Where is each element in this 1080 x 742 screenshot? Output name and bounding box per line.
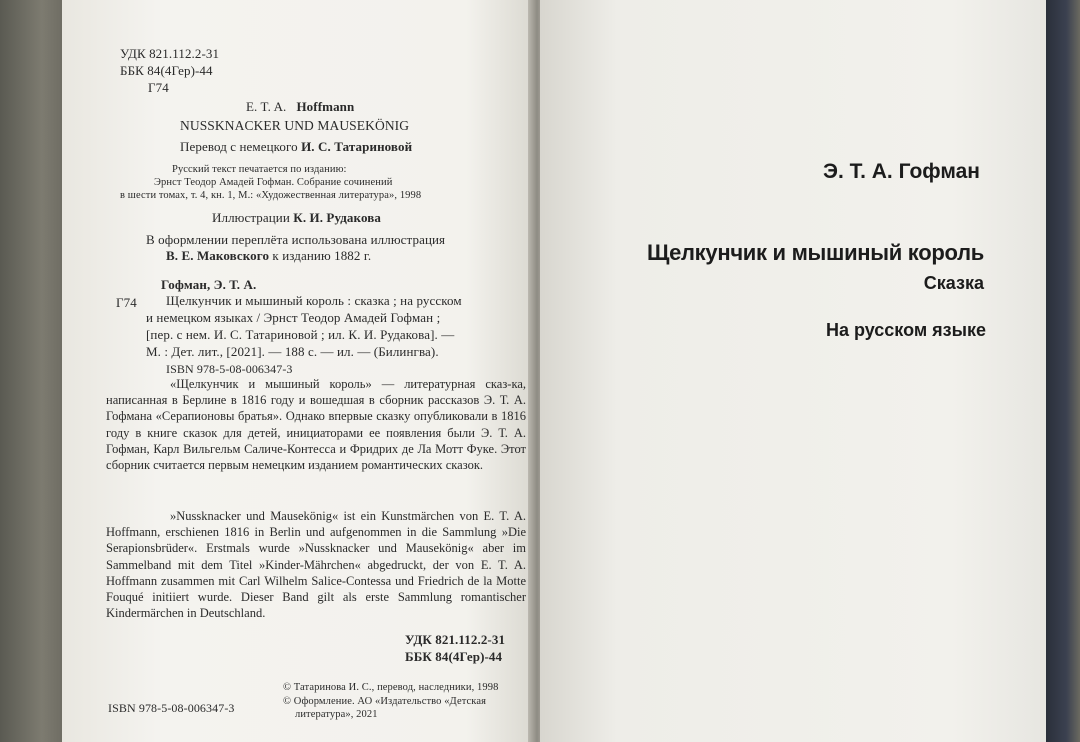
title-page-title: Щелкунчик и мышиный король [646, 240, 984, 265]
translation-prefix: Перевод с немецкого [180, 139, 298, 154]
catalog-index: Г74 [116, 295, 137, 310]
catalog-line-3: [пер. с нем. И. С. Татариновой ; ил. К. И. Рудакова]. — [146, 327, 455, 342]
imprint-page [62, 0, 538, 742]
isbn-bottom: ISBN 978-5-08-006347-3 [108, 701, 235, 715]
translation-credit [180, 139, 412, 155]
catalog-line-1: Щелкунчик и мышиный король : сказка ; на русском [166, 293, 462, 308]
catalog-line-4: М. : Дет. лит., [2021]. — 188 с. — ил. — (Билингва). [146, 344, 439, 359]
cover-suffix: к изданию 1882 г. [272, 248, 372, 263]
author-initials: E. T. A. [246, 99, 287, 114]
copyright-line-1: © Татаринова И. С., перевод, наследники, 1998 [283, 682, 499, 693]
translator-name: И. С. Татариновой [301, 139, 413, 154]
annotation-german-text: »Nussknacker und Mausekönig« ist ein Kunstmärchen von E. T. A. Hoffmann, erschienen 1816 in Berlin und aufgenommen in die Sammlung »Die Serapionsbrüder«. Erstmals wurde »Nussknacker und Mausekönig« aber im Sammelband mit dem Titel »Kinder-Mährchen« abgedruckt, der von E. T. A. Hoffmann zusammen mit Carl Wilhelm Salice-Contessa und Friedrich de la Motte Fouqué initiiert wurde. Dieser Band gilt als erste Sammlung romantischer Kindermärchen in Deutschland. [106, 509, 526, 621]
annotation-russian-text: «Щелкунчик и мышиный король» — литературная сказ-ка, написанная в Берлине в 1816 году и вошедшая в сборник рассказов Э. Т. А. Гофмана «Серапионовы братья». Однако впервые сказку опубликовали в 1816 году в книге сказок для детей, инициаторами ее появления были Э. Т. А. Гофман, Карл Вильгельм Саличе-Контесса и Фридрих де Ла Мотт Фуке. Этот сборник считается первым немецким изданием романтических сказок. [106, 377, 526, 473]
source-line-1: Русский текст печатается по изданию: [172, 164, 347, 175]
copyright-line-3: литература», 2021 [295, 709, 378, 720]
title-page [540, 0, 1054, 742]
illustrations-credit [212, 210, 381, 226]
title-page-language-note: На русском языке [825, 320, 986, 340]
catalog-line-2: и немецком языках / Эрнст Теодор Амадей Гофман ; [146, 310, 441, 325]
udk-code-bold: УДК 821.112.2-31 [405, 632, 506, 647]
bbk-code-bold: ББК 84(4Гер)-44 [405, 649, 503, 664]
cover-note-line-1: В оформлении переплёта использована иллюстрация [146, 232, 446, 247]
author-surname: Hoffmann [296, 99, 355, 114]
catalog-author: Гофман, Э. Т. А. [161, 277, 257, 292]
book-cover-left-edge [0, 0, 70, 742]
copyright-line-2: © Оформление. АО «Издательство «Детская [283, 696, 487, 707]
annotation-german [106, 508, 526, 621]
book-cover-right-edge [1046, 0, 1080, 742]
author-index: Г74 [148, 80, 169, 95]
cover-note-line-2 [166, 248, 371, 264]
bbk-code: ББК 84(4Гер)-44 [120, 63, 213, 78]
title-page-author: Э. Т. А. Гофман [823, 160, 980, 183]
source-line-3: в шести томах, т. 4, кн. 1, М.: «Художественная литература», 1998 [120, 190, 422, 201]
original-author [246, 99, 354, 115]
illustrator-name: К. И. Рудакова [293, 210, 381, 225]
title-page-subtitle: Сказка [923, 273, 984, 293]
catalog-isbn: ISBN 978-5-08-006347-3 [166, 362, 293, 376]
source-line-2: Эрнст Теодор Амадей Гофман. Собрание сочинений [154, 177, 393, 188]
annotation-russian [106, 376, 526, 473]
illustrations-prefix: Иллюстрации [212, 210, 290, 225]
udk-code: УДК 821.112.2-31 [120, 46, 220, 61]
cover-artist: В. Е. Маковского [166, 248, 270, 263]
original-title: NUSSKNACKER UND MAUSEKÖNIG [180, 118, 410, 133]
